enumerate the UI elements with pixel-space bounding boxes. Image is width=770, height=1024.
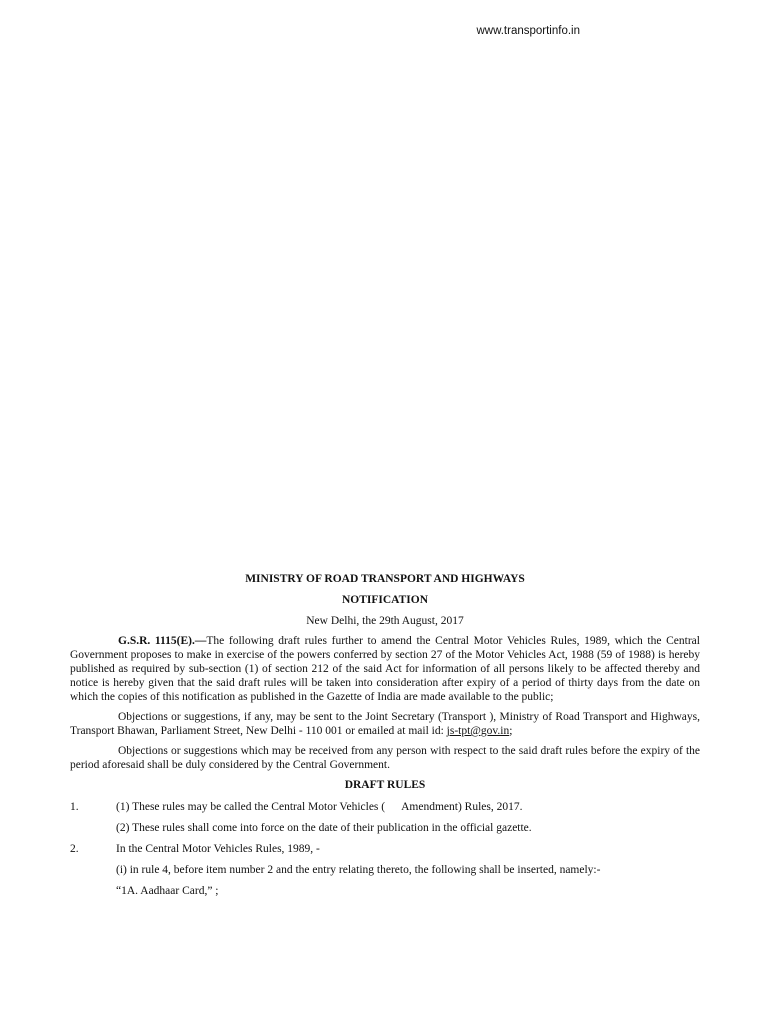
rule-number: 2.	[70, 843, 79, 855]
document-body	[70, 572, 700, 905]
paragraph-gsr	[70, 634, 700, 704]
rule-1-sub-1-part-b: Amendment) Rules, 2017.	[401, 801, 523, 813]
rule-1-sub-2: (2) These rules shall come into force on the date of their publication in the official gazette.	[116, 822, 532, 834]
draft-rules-heading: DRAFT RULES	[344, 779, 426, 791]
paragraph-gsr-text: The following draft rules further to amend the Central Motor Vehicles Rules, 1989, which the Central Government proposes to make in exercise of the powers conferred by section 27 of the Motor Vehicles Act, 1988 (59 of 1988) is hereby published as required by sub-section (1) of section 212 of the said Act for information of all persons likely to be affected thereby and notice is hereby given that the said draft rules will be taken into consideration after expiry of a period of thirty days from the date on which the copies of this notification as published in the Gazette of India are made available to the public;	[70, 635, 700, 703]
paragraph-consideration: Objections or suggestions which may be received from any person with respect to the said draft rules before the expiry of the period aforesaid shall be duly considered by the Central Government.	[70, 745, 700, 771]
rule-1	[70, 800, 700, 814]
paragraph-objections-text: Objections or suggestions, if any, may be sent to the Joint Secretary (Transport ), Ministry of Road Transport and Highways, Transport Bhawan, Parliament Street, New Delhi - 110 001 or emailed at mail id:	[70, 711, 700, 737]
rule-2-insert: “1A. Aadhaar Card,” ;	[116, 885, 219, 897]
rule-1-sub-1	[116, 800, 700, 814]
rule-1-sub-1-part-a: (1) These rules may be called the Central Motor Vehicles (	[116, 801, 386, 813]
rule-number: 1.	[70, 801, 79, 813]
ministry-heading: MINISTRY OF ROAD TRANSPORT AND HIGHWAYS	[245, 573, 525, 585]
paragraph-objections-end: ;	[509, 725, 513, 737]
header-url: www.transportinfo.in	[476, 25, 580, 37]
rule-2	[70, 842, 700, 856]
rule-2-text: In the Central Motor Vehicles Rules, 1989, -	[116, 843, 320, 855]
dateline: New Delhi, the 29th August, 2017	[306, 615, 464, 627]
email-link[interactable]: js-tpt@gov.in	[446, 725, 510, 737]
paragraph-objections	[70, 710, 700, 738]
gsr-reference: G.S.R. 1115(E).—	[118, 635, 207, 647]
rule-2-sub-1: (i) in rule 4, before item number 2 and the entry relating thereto, the following shall be inserted, namely:-	[116, 864, 601, 876]
notification-heading: NOTIFICATION	[341, 594, 429, 606]
